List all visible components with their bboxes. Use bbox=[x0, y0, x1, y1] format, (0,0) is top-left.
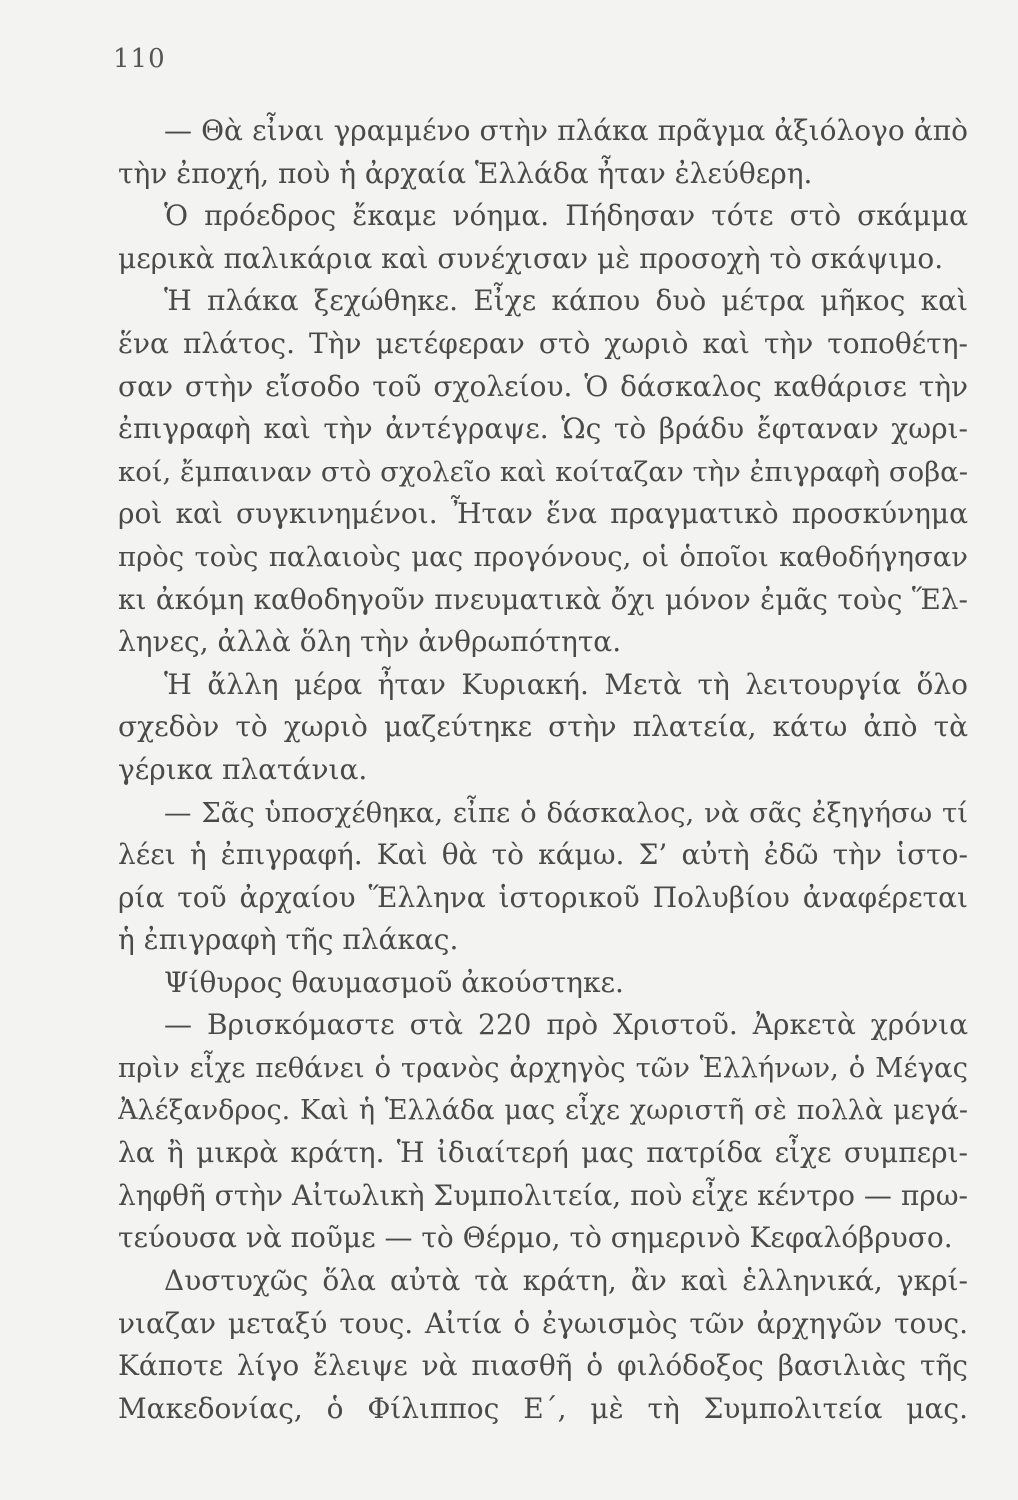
text-line: σαν στὴν εἴσοδο τοῦ σχολείου. Ὁ δάσκαλος καθάρισε τὴν bbox=[118, 369, 968, 403]
text-line: Ψίθυρος θαυμασμοῦ ἀκούστηκε. bbox=[164, 965, 624, 999]
text-line: ἐπιγραφὴ καὶ τὴν ἀντέγραψε. Ὡς τὸ βράδυ ἔφταναν χωρι- bbox=[118, 412, 968, 446]
text-line: ροὶ καὶ συγκινημένοι. Ἦταν ἕνα πραγματικὸ προσκύνημα bbox=[118, 497, 968, 531]
text-line: πρὶν εἶχε πεθάνει ὁ τρανὸς ἀρχηγὸς τῶν Ἑλλήνων, ὁ Μέγας bbox=[118, 1052, 968, 1085]
text-line: νιαζαν μεταξύ τους. Αἰτία ὁ ἐγωισμὸς τῶν ἀρχηγῶν τους. bbox=[118, 1306, 968, 1340]
text-line: ἕνα πλάτος. Τὴν μετέφεραν στὸ χωριὸ καὶ τὴν τοποθέτη- bbox=[118, 326, 968, 360]
text-line: λέει ἡ ἐπιγραφή. Καὶ θὰ τὸ κάμω. Σ’ αὐτὴ ἐδῶ τὴν ἱστο- bbox=[118, 838, 968, 872]
text-line: σχεδὸν τὸ χωριὸ μαζεύτηκε στὴν πλατεία, κάτω ἀπὸ τὰ bbox=[118, 710, 968, 744]
text-line: — Βρισκόμαστε στὰ 220 πρὸ Χριστοῦ. Ἀρκετὰ χρόνια bbox=[164, 1008, 968, 1042]
text-line: μερικὰ παλικάρια καὶ συνέχισαν μὲ προσοχὴ τὸ σκάψιμο. bbox=[118, 241, 944, 275]
text-line: ρία τοῦ ἀρχαίου Ἕλληνα ἱστορικοῦ Πολυβίου ἀναφέρεται bbox=[118, 880, 968, 914]
text-line: λα ἢ μικρὰ κράτη. Ἡ ἰδιαίτερή μας πατρίδα εἶχε συμπερι- bbox=[118, 1136, 968, 1170]
text-line: κι ἀκόμη καθοδηγοῦν πνευματικὰ ὄχι μόνον ἐμᾶς τοὺς Ἕλ- bbox=[118, 582, 968, 616]
text-line: Κάποτε λίγο ἔλειψε νὰ πιασθῆ ὁ φιλόδοξος βασιλιὰς τῆς bbox=[118, 1349, 968, 1383]
text-line: — Θὰ εἶναι γραμμένο στὴν πλάκα πρᾶγμα ἀξιόλογο ἀπὸ bbox=[164, 114, 968, 147]
text-line: κοί, ἔμπαιναν στὸ σχολεῖο καὶ κοίταζαν τὴν ἐπιγραφὴ σοβα- bbox=[118, 455, 968, 488]
text-line: Ἡ ἄλλη μέρα ἦταν Κυριακή. Μετὰ τὴ λειτουργία ὅλο bbox=[164, 667, 968, 701]
text-line: πρὸς τοὺς παλαιοὺς μας προγόνους, οἱ ὁποῖοι καθοδήγησαν bbox=[118, 540, 968, 573]
text-line: τὴν ἐποχή, ποὺ ἡ ἀρχαία Ἑλλάδα ἦταν ἐλεύθερη. bbox=[118, 156, 813, 190]
text-line: ληνες, ἀλλὰ ὅλη τὴν ἀνθρωπότητα. bbox=[118, 625, 622, 659]
text-line: Ὁ πρόεδρος ἔκαμε νόημα. Πήδησαν τότε στὸ σκάμμα bbox=[164, 199, 968, 233]
text-line: Δυστυχῶς ὅλα αὐτὰ τὰ κράτη, ἂν καὶ ἑλληνικά, γκρί- bbox=[164, 1264, 968, 1298]
text-line: γέρικα πλατάνια. bbox=[118, 752, 368, 786]
page-number: 110 bbox=[113, 44, 166, 74]
text-line: Ἡ πλάκα ξεχώθηκε. Εἶχε κάπου δυὸ μέτρα μῆκος καὶ bbox=[164, 284, 968, 318]
text-line: Ἀλέξανδρος. Καὶ ἡ Ἑλλάδα μας εἶχε χωριστῆ σὲ πολλὰ μεγά- bbox=[118, 1094, 968, 1126]
text-line: ἡ ἐπιγραφὴ τῆς πλάκας. bbox=[118, 923, 459, 957]
body-text bbox=[118, 110, 968, 1430]
text-line: ληφθῆ στὴν Αἰτωλικὴ Συμπολιτεία, ποὺ εἶχε κέντρο — πρω- bbox=[118, 1178, 968, 1212]
text-line: — Σᾶς ὑποσχέθηκα, εἶπε ὁ δάσκαλος, νὰ σᾶς ἐξηγήσω τί bbox=[164, 796, 968, 829]
text-line: Μακεδονίας, ὁ Φίλιππος Ε΄, μὲ τὴ Συμπολιτεία μας. bbox=[118, 1391, 968, 1425]
text-line: τεύουσα νὰ ποῦμε — τὸ Θέρμο, τὸ σημερινὸ Κεφαλόβρυσο. bbox=[118, 1221, 953, 1255]
